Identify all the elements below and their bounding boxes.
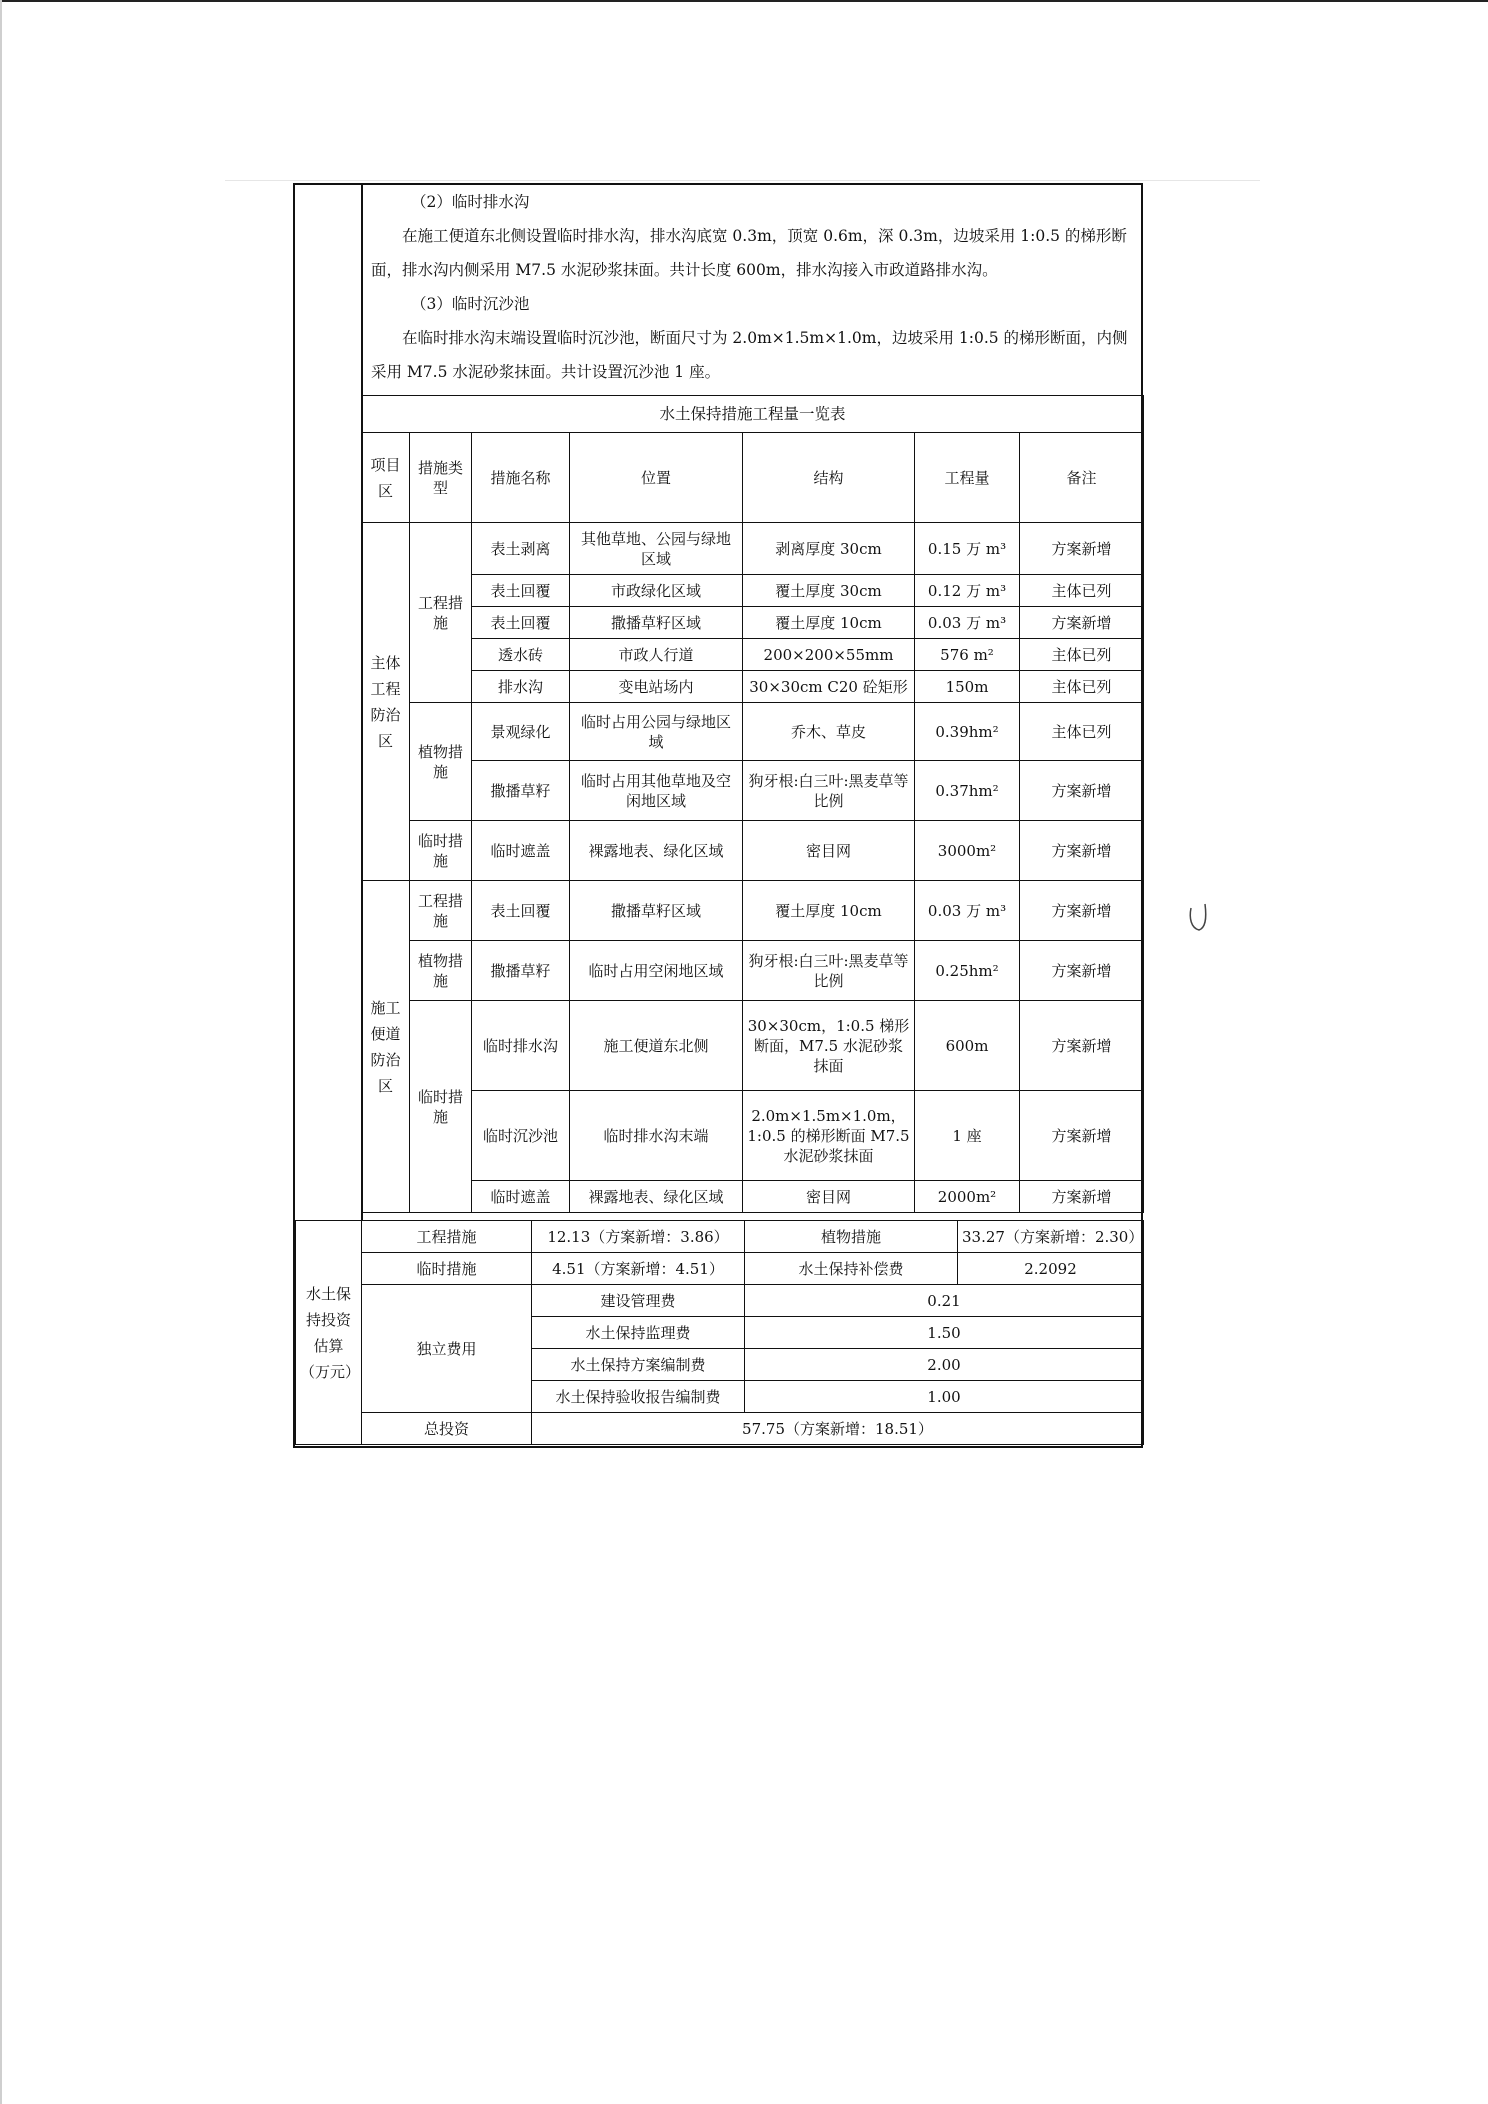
scan-top-edge xyxy=(0,0,1488,2)
table-cell: 2.0m×1.5m×1.0m，1:0.5 的梯形断面 M7.5 水泥砂浆抹面 xyxy=(743,1091,915,1181)
table-cell: 水土保持补偿费 xyxy=(745,1253,958,1285)
table-cell: 30×30cm，1:0.5 梯形断面，M7.5 水泥砂浆抹面 xyxy=(743,1001,915,1091)
table-cell: 水土保持方案编制费 xyxy=(532,1349,745,1381)
table-cell: 临时遮盖 xyxy=(472,821,570,881)
table-cell: 0.37hm² xyxy=(915,761,1020,821)
table-cell: 33.27（方案新增：2.30） xyxy=(958,1221,1144,1253)
table-cell: 主体已列 xyxy=(1020,575,1144,607)
table-cell: 独立费用 xyxy=(362,1285,532,1413)
table-cell: 2000m² xyxy=(915,1181,1020,1213)
paragraph-sediment-pond: 在临时排水沟末端设置临时沉沙池，断面尺寸为 2.0m×1.5m×1.0m，边坡采用 1:0.5 的梯形断面，内侧采用 M7.5 水泥砂浆抹面。共计设置沉沙池 1 座。 xyxy=(371,329,1128,381)
header-cell: 措施类型 xyxy=(410,433,472,523)
scan-left-edge xyxy=(0,0,2,2104)
zone-cell: 施工便道防治区 xyxy=(362,881,410,1213)
table-cell: 12.13（方案新增：3.86） xyxy=(532,1221,745,1253)
table-cell: 1.00 xyxy=(745,1381,1144,1413)
table-cell: 撒播草籽 xyxy=(472,941,570,1001)
table-cell: 景观绿化 xyxy=(472,703,570,761)
table-row xyxy=(362,607,1144,639)
type-cell: 工程措施 xyxy=(410,523,472,703)
type-cell: 工程措施 xyxy=(410,881,472,941)
table-cell: 临时措施 xyxy=(362,1253,532,1285)
table-cell: 30×30cm C20 砼矩形 xyxy=(743,671,915,703)
faint-scan-line xyxy=(225,180,1260,181)
table-cell: 工程措施 xyxy=(362,1221,532,1253)
table-row xyxy=(362,941,1144,1001)
table-cell: 3000m² xyxy=(915,821,1020,881)
type-cell: 植物措施 xyxy=(410,941,472,1001)
table-row xyxy=(362,703,1144,761)
table-cell: 狗牙根:白三叶:黑麦草等比例 xyxy=(743,941,915,1001)
table-row xyxy=(362,821,1144,881)
table-cell: 透水砖 xyxy=(472,639,570,671)
table-cell: 临时占用其他草地及空闲地区域 xyxy=(570,761,743,821)
table-cell: 方案新增 xyxy=(1020,881,1144,941)
table-cell: 乔木、草皮 xyxy=(743,703,915,761)
table-cell: 150m xyxy=(915,671,1020,703)
type-cell: 植物措施 xyxy=(410,703,472,821)
measures-table-wrap xyxy=(361,395,1143,1213)
table-row xyxy=(362,761,1144,821)
investment-table xyxy=(295,1220,1144,1445)
table-cell: 0.03 万 m³ xyxy=(915,881,1020,941)
paragraph-temporary-drain: 在施工便道东北侧设置临时排水沟，排水沟底宽 0.3m，顶宽 0.6m，深 0.3m，边坡采用 1:0.5 的梯形断面，排水沟内侧采用 M7.5 水泥砂浆抹面。共计长度 600m，排水沟接入市政道路排水沟。 xyxy=(371,227,1127,279)
table-row xyxy=(296,1413,1144,1445)
table-cell: 排水沟 xyxy=(472,671,570,703)
table-cell: 临时排水沟末端 xyxy=(570,1091,743,1181)
table-cell: 1.50 xyxy=(745,1317,1144,1349)
table-row xyxy=(296,1253,1144,1285)
table-cell: 表土回覆 xyxy=(472,575,570,607)
text-block xyxy=(361,185,1143,395)
table-cell: 4.51（方案新增：4.51） xyxy=(532,1253,745,1285)
table-cell: 临时排水沟 xyxy=(472,1001,570,1091)
table-cell: 57.75（方案新增：18.51） xyxy=(532,1413,1144,1445)
table-cell: 主体已列 xyxy=(1020,671,1144,703)
table-row xyxy=(296,1221,1144,1253)
table-row xyxy=(362,575,1144,607)
table-cell: 表土回覆 xyxy=(472,607,570,639)
table-cell: 撒播草籽区域 xyxy=(570,881,743,941)
table-cell: 覆土厚度 10cm xyxy=(743,607,915,639)
table-cell: 其他草地、公园与绿地区域 xyxy=(570,523,743,575)
table-cell: 植物措施 xyxy=(745,1221,958,1253)
table-cell: 临时占用公园与绿地区域 xyxy=(570,703,743,761)
investment-table-wrap xyxy=(295,1220,1143,1445)
table-cell: 狗牙根:白三叶:黑麦草等比例 xyxy=(743,761,915,821)
zone-cell: 主体工程防治区 xyxy=(362,523,410,881)
header-cell: 结构 xyxy=(743,433,915,523)
header-cell: 项目区 xyxy=(362,433,410,523)
table-row xyxy=(362,639,1144,671)
table-row xyxy=(362,881,1144,941)
table-cell: 方案新增 xyxy=(1020,941,1144,1001)
table-cell: 临时遮盖 xyxy=(472,1181,570,1213)
pen-check-mark xyxy=(1185,900,1215,940)
table-cell: 方案新增 xyxy=(1020,523,1144,575)
table-cell: 主体已列 xyxy=(1020,703,1144,761)
table-cell: 撒播草籽 xyxy=(472,761,570,821)
table-cell: 临时沉沙池 xyxy=(472,1091,570,1181)
table-cell: 方案新增 xyxy=(1020,607,1144,639)
table-cell: 建设管理费 xyxy=(532,1285,745,1317)
table-cell: 市政人行道 xyxy=(570,639,743,671)
heading-sediment-pond: （3）临时沉沙池 xyxy=(411,295,530,313)
table-cell: 覆土厚度 30cm xyxy=(743,575,915,607)
table-cell: 表土剥离 xyxy=(472,523,570,575)
table-cell: 方案新增 xyxy=(1020,821,1144,881)
table-row xyxy=(362,1181,1144,1213)
table-cell: 变电站场内 xyxy=(570,671,743,703)
table-cell: 方案新增 xyxy=(1020,1001,1144,1091)
header-cell: 备注 xyxy=(1020,433,1144,523)
table-cell: 2.2092 xyxy=(958,1253,1144,1285)
table-cell: 1 座 xyxy=(915,1091,1020,1181)
table-cell: 水土保持监理费 xyxy=(532,1317,745,1349)
table-cell: 2.00 xyxy=(745,1349,1144,1381)
table-cell: 裸露地表、绿化区域 xyxy=(570,821,743,881)
table-cell: 剥离厚度 30cm xyxy=(743,523,915,575)
table-cell: 方案新增 xyxy=(1020,1091,1144,1181)
measures-table xyxy=(361,395,1144,1213)
header-cell: 措施名称 xyxy=(472,433,570,523)
investment-label: 水土保持投资估算（万元） xyxy=(296,1221,362,1445)
table-cell: 水土保持验收报告编制费 xyxy=(532,1381,745,1413)
table-cell: 主体已列 xyxy=(1020,639,1144,671)
table-cell: 密目网 xyxy=(743,1181,915,1213)
table-row xyxy=(362,671,1144,703)
type-cell: 临时措施 xyxy=(410,821,472,881)
heading-temporary-drain: （2）临时排水沟 xyxy=(411,193,530,211)
table-header-row xyxy=(362,433,1144,523)
table-cell: 576 m² xyxy=(915,639,1020,671)
table-cell: 0.12 万 m³ xyxy=(915,575,1020,607)
table-row xyxy=(362,1091,1144,1181)
table-cell: 方案新增 xyxy=(1020,761,1144,821)
table-caption: 水土保持措施工程量一览表 xyxy=(362,396,1144,433)
table-row xyxy=(296,1285,1144,1317)
table-cell: 200×200×55mm xyxy=(743,639,915,671)
table-cell: 撒播草籽区域 xyxy=(570,607,743,639)
left-blank-column xyxy=(295,185,363,1220)
table-row xyxy=(362,1001,1144,1091)
table-cell: 表土回覆 xyxy=(472,881,570,941)
table-cell: 总投资 xyxy=(362,1413,532,1445)
table-cell: 施工便道东北侧 xyxy=(570,1001,743,1091)
table-cell: 0.39hm² xyxy=(915,703,1020,761)
table-cell: 0.03 万 m³ xyxy=(915,607,1020,639)
table-cell: 0.25hm² xyxy=(915,941,1020,1001)
table-row xyxy=(362,523,1144,575)
table-cell: 0.21 xyxy=(745,1285,1144,1317)
header-cell: 工程量 xyxy=(915,433,1020,523)
table-cell: 密目网 xyxy=(743,821,915,881)
type-cell: 临时措施 xyxy=(410,1001,472,1213)
header-cell: 位置 xyxy=(570,433,743,523)
table-cell: 0.15 万 m³ xyxy=(915,523,1020,575)
document-page-frame xyxy=(293,183,1143,1448)
pen-stroke xyxy=(1190,904,1205,930)
table-cell: 临时占用空闲地区域 xyxy=(570,941,743,1001)
table-cell: 市政绿化区域 xyxy=(570,575,743,607)
table-cell: 裸露地表、绿化区域 xyxy=(570,1181,743,1213)
table-cell: 方案新增 xyxy=(1020,1181,1144,1213)
table-cell: 600m xyxy=(915,1001,1020,1091)
table-cell: 覆土厚度 10cm xyxy=(743,881,915,941)
